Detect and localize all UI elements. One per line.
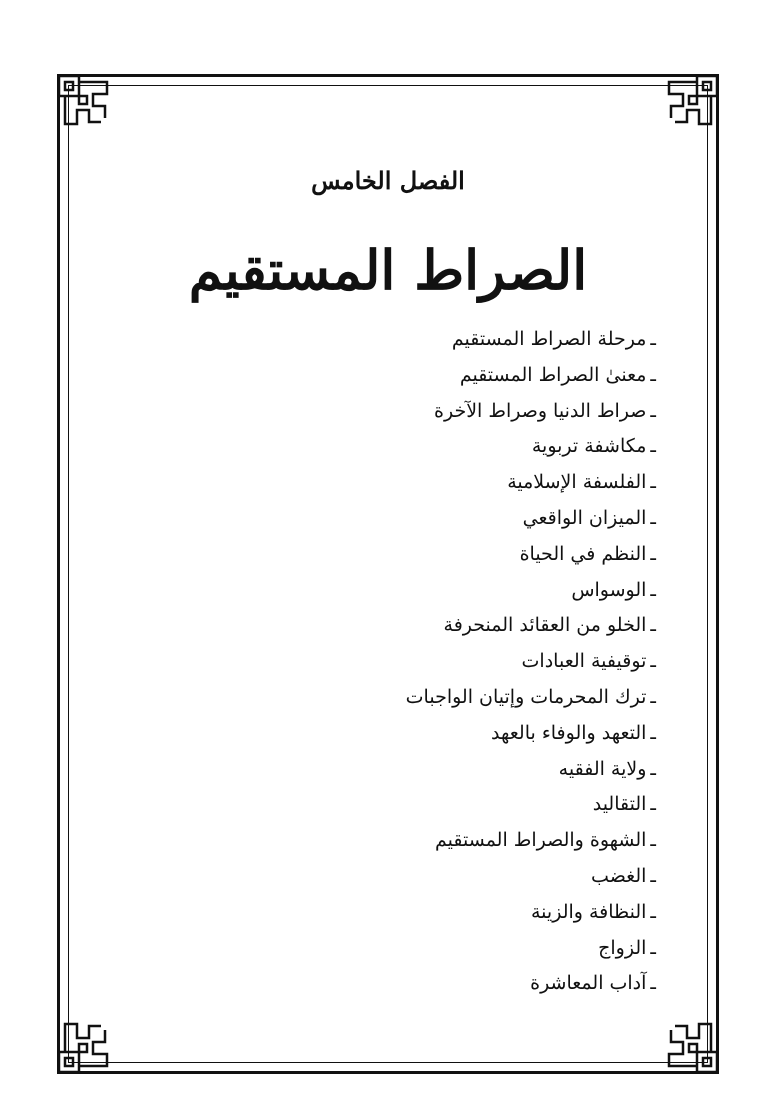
toc-item-label: النظافة والزينة bbox=[531, 900, 647, 923]
toc-item-label: ولاية الفقيه bbox=[558, 757, 647, 780]
toc-bullet: ـ bbox=[650, 328, 656, 350]
toc-bullet: ـ bbox=[650, 614, 656, 637]
corner-ornament-bottom-right bbox=[653, 1008, 719, 1074]
toc-item bbox=[300, 501, 656, 537]
toc-bullet: ـ bbox=[650, 685, 656, 708]
toc-item bbox=[300, 429, 656, 465]
toc-item-label: آداب المعاشرة bbox=[530, 972, 647, 995]
toc-bullet: ـ bbox=[650, 864, 656, 887]
toc-item-label: الشهوة والصراط المستقيم bbox=[435, 829, 647, 852]
toc-item bbox=[300, 394, 656, 430]
corner-ornament-top-right bbox=[653, 74, 719, 140]
toc-item-label: التعهد والوفاء بالعهد bbox=[491, 721, 647, 744]
toc-item bbox=[300, 931, 656, 967]
toc-item-label: ترك المحرمات وإتيان الواجبات bbox=[405, 685, 647, 708]
toc-item-label: الزواج bbox=[598, 936, 647, 959]
toc-bullet: ـ bbox=[650, 972, 656, 995]
toc-bullet: ـ bbox=[650, 793, 656, 816]
toc-item-label: الميزان الواقعي bbox=[522, 506, 647, 529]
toc-bullet: ـ bbox=[650, 829, 656, 852]
chapter-title: الصراط المستقيم bbox=[188, 238, 588, 302]
table-of-contents bbox=[300, 322, 656, 1002]
toc-item bbox=[300, 465, 656, 501]
toc-bullet: ـ bbox=[650, 936, 656, 959]
toc-item bbox=[300, 859, 656, 895]
toc-item-label: مرحلة الصراط المستقيم bbox=[451, 328, 647, 350]
toc-bullet: ـ bbox=[650, 757, 656, 780]
toc-item-label: الفلسفة الإسلامية bbox=[507, 471, 647, 494]
toc-item bbox=[300, 573, 656, 609]
toc-bullet: ـ bbox=[650, 721, 656, 744]
toc-item bbox=[300, 322, 656, 358]
toc-item-label: الغضب bbox=[591, 864, 647, 887]
toc-item bbox=[300, 966, 656, 1002]
corner-ornament-top-left bbox=[57, 74, 123, 140]
toc-item bbox=[300, 358, 656, 394]
toc-item bbox=[300, 823, 656, 859]
toc-item-label: الخلو من العقائد المنحرفة bbox=[443, 614, 647, 637]
toc-item-label: مكاشفة تربوية bbox=[531, 435, 647, 458]
corner-ornament-bottom-left bbox=[57, 1008, 123, 1074]
toc-bullet: ـ bbox=[650, 578, 656, 601]
toc-item bbox=[300, 752, 656, 788]
toc-bullet: ـ bbox=[650, 363, 656, 386]
toc-item bbox=[300, 644, 656, 680]
toc-item bbox=[300, 537, 656, 573]
toc-item-label: توقيفية العبادات bbox=[521, 650, 647, 673]
toc-bullet: ـ bbox=[650, 471, 656, 494]
toc-bullet: ـ bbox=[650, 399, 656, 422]
toc-item bbox=[300, 787, 656, 823]
toc-item bbox=[300, 716, 656, 752]
toc-item-label: النظم في الحياة bbox=[519, 542, 647, 565]
toc-bullet: ـ bbox=[650, 506, 656, 529]
toc-bullet: ـ bbox=[650, 900, 656, 923]
toc-item-label: صراط الدنيا وصراط الآخرة bbox=[434, 399, 647, 422]
toc-bullet: ـ bbox=[650, 650, 656, 673]
toc-item bbox=[300, 680, 656, 716]
chapter-label: الفصل الخامس bbox=[311, 166, 465, 195]
toc-item bbox=[300, 608, 656, 644]
toc-item-label: التقاليد bbox=[592, 793, 647, 816]
toc-bullet: ـ bbox=[650, 542, 656, 565]
toc-item-label: الوسواس bbox=[571, 578, 647, 601]
toc-item-label: معنىٰ الصراط المستقيم bbox=[459, 363, 647, 386]
toc-bullet: ـ bbox=[650, 435, 656, 458]
toc-item bbox=[300, 895, 656, 931]
